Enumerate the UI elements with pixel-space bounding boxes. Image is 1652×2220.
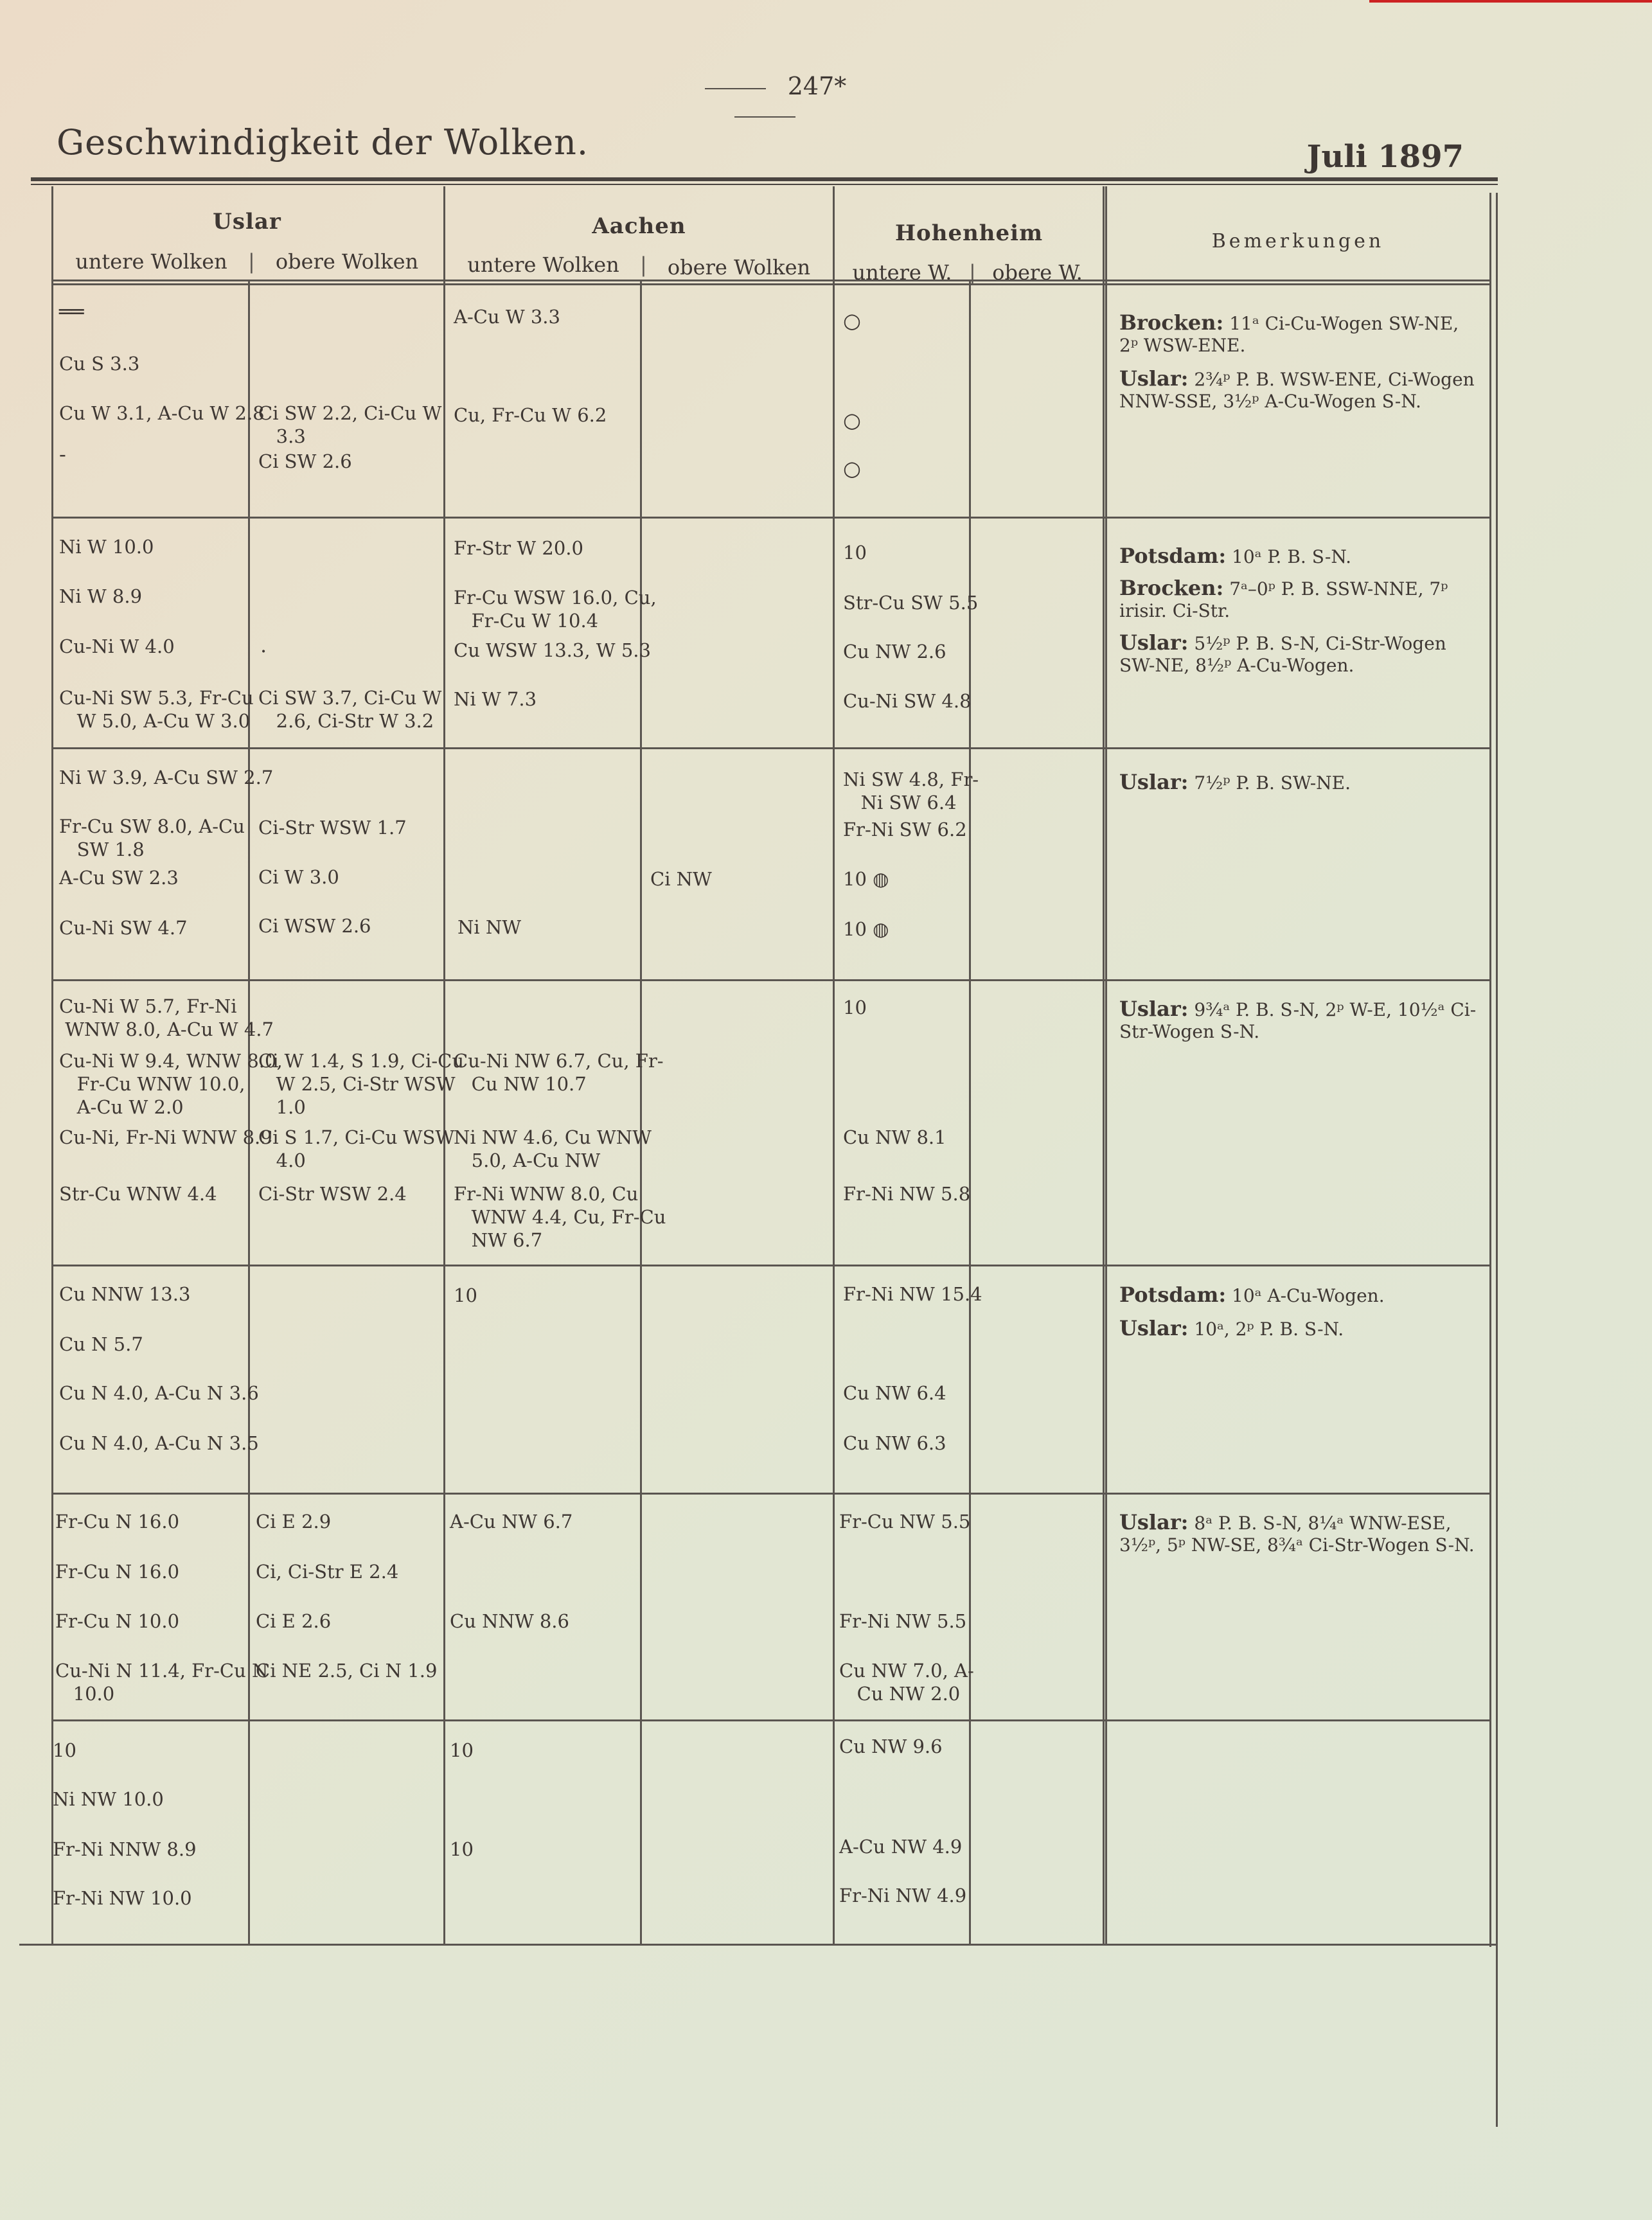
block-rule [51,1493,1491,1495]
table-cell: Fr-Ni NW 5.8 [843,1183,971,1205]
table-cell: Cu N 4.0, A-Cu N 3.5 [59,1432,259,1454]
table-cell: Cu-Ni SW 4.8 [843,690,972,712]
table-cell: Ni W 8.9 [59,585,143,607]
col-header-hohenheim-upper: obere W. [992,260,1083,285]
table-cell: Cu, Fr-Cu W 6.2 [454,404,607,426]
table-cell: Cu-Ni N 11.4, Fr-Cu N 10.0 [55,1660,269,1705]
table-cell: Cu-Ni, Fr-Ni WNW 8.9 [59,1126,272,1148]
table-cell: Ci, Ci-Str E 2.4 [256,1561,399,1583]
table-cell: Cu NW 8.1 [843,1126,946,1148]
remark-line: Uslar: 7½ᵖ P. B. SW-NE. [1119,770,1351,794]
header-rule-thin [31,184,1498,185]
col-header-uslar-upper: obere Wolken [275,249,419,274]
table-cell: Cu N 4.0, A-Cu N 3.6 [59,1382,259,1404]
remark-line: Uslar: 10ᵃ, 2ᵖ P. B. S-N. [1119,1316,1344,1340]
table-cell: Cu-Ni W 9.4, WNW 8.0, Fr-Cu WNW 10.0, A-Cu W 2.0 [59,1050,283,1118]
table-cell: 10 [450,1838,474,1860]
table-cell: Ci SW 2.6 [258,450,352,472]
table-cell: Ni NW 10.0 [53,1788,164,1810]
table-border-right [1489,193,1491,1947]
block-rule [51,1719,1491,1721]
table-cell: Cu NW 9.6 [839,1736,943,1757]
table-cell: A-Cu NW 4.9 [839,1836,963,1858]
page-date: Juli 1897 [1306,139,1464,175]
table-cell: Cu S 3.3 [59,353,140,375]
table-cell: Ci E 2.9 [256,1511,332,1532]
table-cell: Fr-Cu NW 5.5 [839,1511,971,1532]
block-rule [51,979,1491,981]
table-cell: Fr-Cu WSW 16.0, Cu, Fr-Cu W 10.4 [454,587,657,632]
header-bottom-rule-2 [51,283,1491,285]
remark-line: Uslar: 2¾ᵖ P. B. WSW-ENE, Ci-Wogen NNW-SSE, 3½ᵖ A-Cu-Wogen S-N. [1119,366,1475,412]
table-cell: Ni W 10.0 [59,536,154,558]
table-cell: Ni NW [457,916,522,938]
symbol-circle: ○ [843,408,861,432]
table-cell: Fr-Ni WNW 8.0, Cu WNW 4.4, Cu, Fr-Cu NW 6.7 [454,1183,666,1251]
block-rule [51,517,1491,519]
table-cell: Ci W 1.4, S 1.9, Ci-Cu W 2.5, Ci-Str WSW 1.0 [258,1050,465,1118]
table-cell: 10 [450,1739,474,1761]
table-cell: Ni NW 4.6, Cu WNW 5.0, A-Cu NW [454,1126,652,1171]
table-cell: Fr-Ni NW 15.4 [843,1283,982,1305]
table-cell: Ci-Str WSW 2.4 [258,1183,407,1205]
page-number: 247* [643,72,887,129]
symbol-circle: ○ [843,308,861,333]
remark-line: Uslar: 5½ᵖ P. B. S-N, Ci-Str-Wogen SW-NE, 8½ᵖ A-Cu-Wogen. [1119,630,1446,676]
page-title: Geschwindigkeit der Wolken. [57,122,589,163]
col-header-remarks: Bemerkungen [1211,230,1385,253]
table-cell: Cu-Ni SW 4.7 [59,917,188,939]
table-cell: Fr-Ni SW 6.2 [843,819,967,840]
col-divider-remarks-inner [1105,186,1107,1944]
table-cell: 10 [53,1739,76,1761]
table-cell: Cu NW 6.4 [843,1382,946,1404]
table-cell: Cu-Ni NW 6.7, Cu, Fr- Cu NW 10.7 [454,1050,664,1095]
table-cell: Cu-Ni SW 5.3, Fr-Cu W 5.0, A-Cu W 3.0 [59,687,254,732]
remark-line: Potsdam: 10ᵃ A-Cu-Wogen. [1119,1283,1385,1307]
symbol-circle: ○ [843,456,861,481]
table-cell: Fr-Str W 20.0 [454,537,583,559]
table-cell: Ci NW [650,868,712,890]
symbol-double-line: ══ [59,299,84,324]
table-cell: Fr-Cu N 16.0 [55,1511,180,1532]
table-cell: Ci-Str WSW 1.7 [258,817,407,839]
col-divider-hohenheim-remarks [1103,186,1105,1944]
table-cell: Cu W 3.1, A-Cu W 2.8 [59,402,265,424]
table-cell: A-Cu NW 6.7 [450,1511,573,1532]
header-separator: | [640,253,647,277]
table-cell: Cu-Ni W 5.7, Fr-Ni WNW 8.0, A-Cu W 4.7 [59,995,274,1040]
remark-line: Brocken: 7ᵃ–0ᵖ P. B. SSW-NNE, 7ᵖ irisir. Ci-Str. [1119,576,1448,621]
table-cell: Cu NW 6.3 [843,1432,946,1454]
table-cell: Cu NW 7.0, A- Cu NW 2.0 [839,1660,974,1705]
table-cell: Fr-Ni NW 5.5 [839,1610,967,1632]
table-bottom-rule [19,1944,1497,1946]
col-header-uslar: Uslar [213,209,281,235]
table-cell: Fr-Cu N 10.0 [55,1610,180,1632]
table-cell: Ni W 3.9, A-Cu SW 2.7 [59,767,274,788]
table-cell: Ci W 3.0 [258,866,339,888]
col-header-aachen: Aachen [592,213,686,239]
table-border-right-outer [1496,193,1498,2127]
table-cell: Ci NE 2.5, Ci N 1.9 [256,1660,438,1682]
table-cell: Ci SW 3.7, Ci-Cu W 2.6, Ci-Str W 3.2 [258,687,442,732]
col-divider-aachen-hohenheim [833,186,835,1944]
remark-line: Brocken: 11ᵃ Ci-Cu-Wogen SW-NE, 2ᵖ WSW-ENE. [1119,310,1459,356]
table-cell: Ni SW 4.8, Fr- Ni SW 6.4 [843,768,979,813]
table-cell: Fr-Ni NNW 8.9 [53,1838,197,1860]
table-cell: 10 ◍ [843,918,889,940]
table-cell: Cu WSW 13.3, W 5.3 [454,639,651,661]
table-cell: Ci WSW 2.6 [258,915,371,937]
table-cell: 10 [843,542,867,564]
header-bottom-rule [51,280,1491,281]
block-rule [51,747,1491,749]
table-cell: Cu NNW 13.3 [59,1283,191,1305]
block-rule [51,1265,1491,1266]
table-cell: 10 [454,1284,477,1306]
table-cell: Cu-Ni W 4.0 [59,635,175,657]
header-rule [31,177,1498,181]
table-cell: 10 ◍ [843,868,889,890]
table-cell: Fr-Ni NW 4.9 [839,1885,967,1906]
table-cell: Ci S 1.7, Ci-Cu WSW 4.0 [258,1126,455,1171]
col-header-aachen-lower: untere Wolken [467,253,619,277]
table-border-left [51,186,53,1944]
table-cell: Fr-Cu SW 8.0, A-Cu SW 1.8 [59,815,245,860]
remark-line: Potsdam: 10ᵃ P. B. S-N. [1119,544,1351,568]
col-divider-aachen [640,280,642,1944]
table-cell: 10 [843,997,867,1018]
symbol-dash: - [59,442,66,466]
table-cell: Ni W 7.3 [454,688,537,710]
col-header-hohenheim: Hohenheim [894,220,1044,246]
header-separator: | [969,260,976,285]
table-cell: Cu NNW 8.6 [450,1610,569,1632]
remark-line: Uslar: 8ᵃ P. B. S-N, 8¼ᵃ WNW-ESE, 3½ᵖ, 5ᵖ NW-SE, 8¾ᵃ Ci-Str-Wogen S-N. [1119,1510,1475,1556]
table-cell: Ci E 2.6 [256,1610,332,1632]
table-cell: Str-Cu SW 5.5 [843,592,979,614]
table-cell: Str-Cu WNW 4.4 [59,1183,217,1205]
table-cell: A-Cu SW 2.3 [59,867,179,889]
red-edge-mark [1369,0,1652,3]
table-cell: Fr-Ni NW 10.0 [53,1887,192,1909]
table-cell: Ci SW 2.2, Ci-Cu W 3.3 [258,402,442,447]
col-header-hohenheim-lower: untere W. [852,260,952,285]
remark-line: Uslar: 9¾ᵃ P. B. S-N, 2ᵖ W-E, 10½ᵃ Ci-Str-Wogen S-N. [1119,997,1477,1042]
header-separator: | [248,249,255,274]
table-cell: Fr-Cu N 16.0 [55,1561,180,1583]
col-header-uslar-lower: untere Wolken [75,249,227,274]
table-cell: Cu NW 2.6 [843,641,946,662]
table-cell: Cu N 5.7 [59,1333,143,1355]
symbol-dot: . [260,633,267,657]
table-cell: A-Cu W 3.3 [454,306,560,328]
col-header-aachen-upper: obere Wolken [667,255,811,280]
